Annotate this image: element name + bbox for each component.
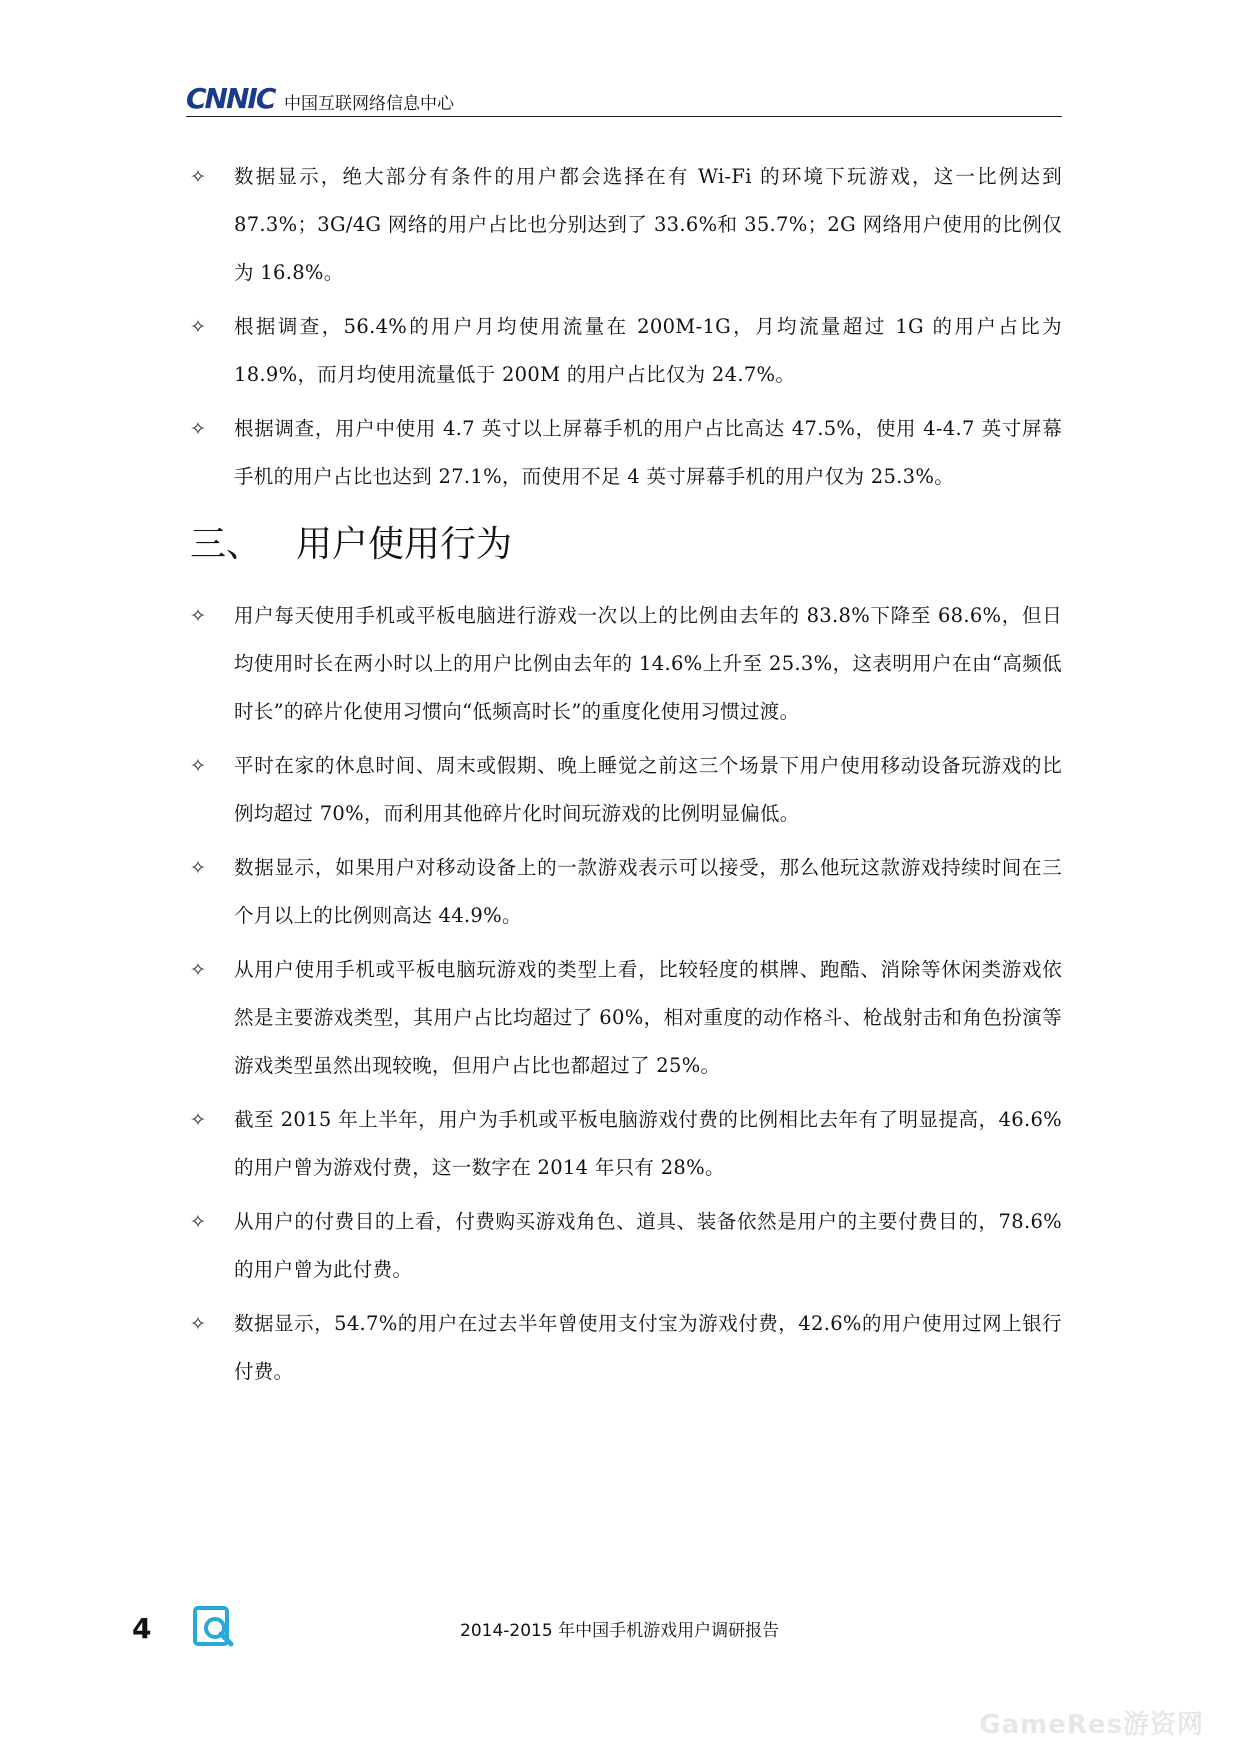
diamond-bullet-icon: ✧ — [190, 1211, 206, 1233]
diamond-bullet-icon: ✧ — [190, 1313, 206, 1335]
list-item — [190, 1300, 1062, 1396]
list-item — [190, 405, 1062, 501]
list-item — [190, 303, 1062, 399]
list-item-text: 用户每天使用手机或平板电脑进行游戏一次以上的比例由去年的 83.8%下降至 68.6%，但日均使用时长在两小时以上的用户比例由去年的 14.6%上升至 25.3%，这表明用户在由“高频低时长”的碎片化使用习惯向“低频高时长”的重度化使用习惯过渡。 — [234, 604, 1062, 723]
list-item-text: 数据显示，54.7%的用户在过去半年曾使用支付宝为游戏付费，42.6%的用户使用过网上银行付费。 — [234, 1312, 1062, 1383]
list-item — [190, 1096, 1062, 1192]
list-item — [190, 153, 1062, 297]
diamond-bullet-icon: ✧ — [190, 418, 206, 440]
diamond-bullet-icon: ✧ — [190, 959, 206, 981]
list-item — [190, 1198, 1062, 1294]
list-item — [190, 946, 1062, 1090]
footer-report-title: 2014-2015 年中国手机游戏用户调研报告 — [460, 1621, 780, 1641]
list-item — [190, 844, 1062, 940]
bullet-list-network — [190, 153, 1062, 507]
list-item — [190, 742, 1062, 838]
cnnic-logo: CNNIC — [186, 82, 275, 115]
list-item-text: 数据显示，如果用户对移动设备上的一款游戏表示可以接受，那么他玩这款游戏持续时间在三个月以上的比例则高达 44.9%。 — [234, 856, 1062, 927]
section-title-text: 用户使用行为 — [296, 524, 513, 565]
list-item — [190, 592, 1062, 736]
list-item-text: 根据调查，56.4%的用户月均使用流量在 200M-1G，月均流量超过 1G 的用户占比为 18.9%，而月均使用流量低于 200M 的用户占比仅为 24.7%。 — [234, 315, 1062, 386]
list-item-text: 根据调查，用户中使用 4.7 英寸以上屏幕手机的用户占比高达 47.5%，使用 4-4.7 英寸屏幕手机的用户占比也达到 27.1%，而使用不足 4 英寸屏幕手机的用户仅为 25.3%。 — [234, 417, 1062, 488]
page-header — [186, 82, 1062, 117]
watermark: GameRes游资网 — [979, 1710, 1204, 1740]
diamond-bullet-icon: ✧ — [190, 1109, 206, 1131]
list-item-text: 平时在家的休息时间、周末或假期、晚上睡觉之前这三个场景下用户使用移动设备玩游戏的比例均超过 70%，而利用其他碎片化时间玩游戏的比例明显偏低。 — [234, 754, 1062, 825]
list-item-text: 从用户的付费目的上看，付费购买游戏角色、道具、装备依然是用户的主要付费目的，78.6%的用户曾为此付费。 — [234, 1210, 1062, 1281]
diamond-bullet-icon: ✧ — [190, 755, 206, 777]
section-heading — [190, 516, 512, 567]
diamond-bullet-icon: ✧ — [190, 605, 206, 627]
org-name: 中国互联网络信息中心 — [284, 94, 454, 114]
diamond-bullet-icon: ✧ — [190, 166, 206, 188]
diamond-bullet-icon: ✧ — [190, 857, 206, 879]
page-number: 4 — [132, 1612, 152, 1645]
list-item-text: 数据显示，绝大部分有条件的用户都会选择在有 Wi-Fi 的环境下玩游戏，这一比例达到 87.3%；3G/4G 网络的用户占比也分别达到了 33.6%和 35.7%；2G 网络用户使用的比例仅为 16.8%。 — [234, 165, 1062, 284]
bullet-list-behavior — [190, 592, 1062, 1402]
diamond-bullet-icon: ✧ — [190, 316, 206, 338]
magnifier-report-icon — [193, 1606, 235, 1648]
list-item-text: 截至 2015 年上半年，用户为手机或平板电脑游戏付费的比例相比去年有了明显提高，46.6%的用户曾为游戏付费，这一数字在 2014 年只有 28%。 — [234, 1108, 1062, 1179]
list-item-text: 从用户使用手机或平板电脑玩游戏的类型上看，比较轻度的棋牌、跑酷、消除等休闲类游戏依然是主要游戏类型，其用户占比均超过了 60%，相对重度的动作格斗、枪战射击和角色扮演等游戏类型虽然出现较晚，但用户占比也都超过了 25%。 — [234, 958, 1062, 1077]
section-number: 三、 — [190, 524, 263, 565]
